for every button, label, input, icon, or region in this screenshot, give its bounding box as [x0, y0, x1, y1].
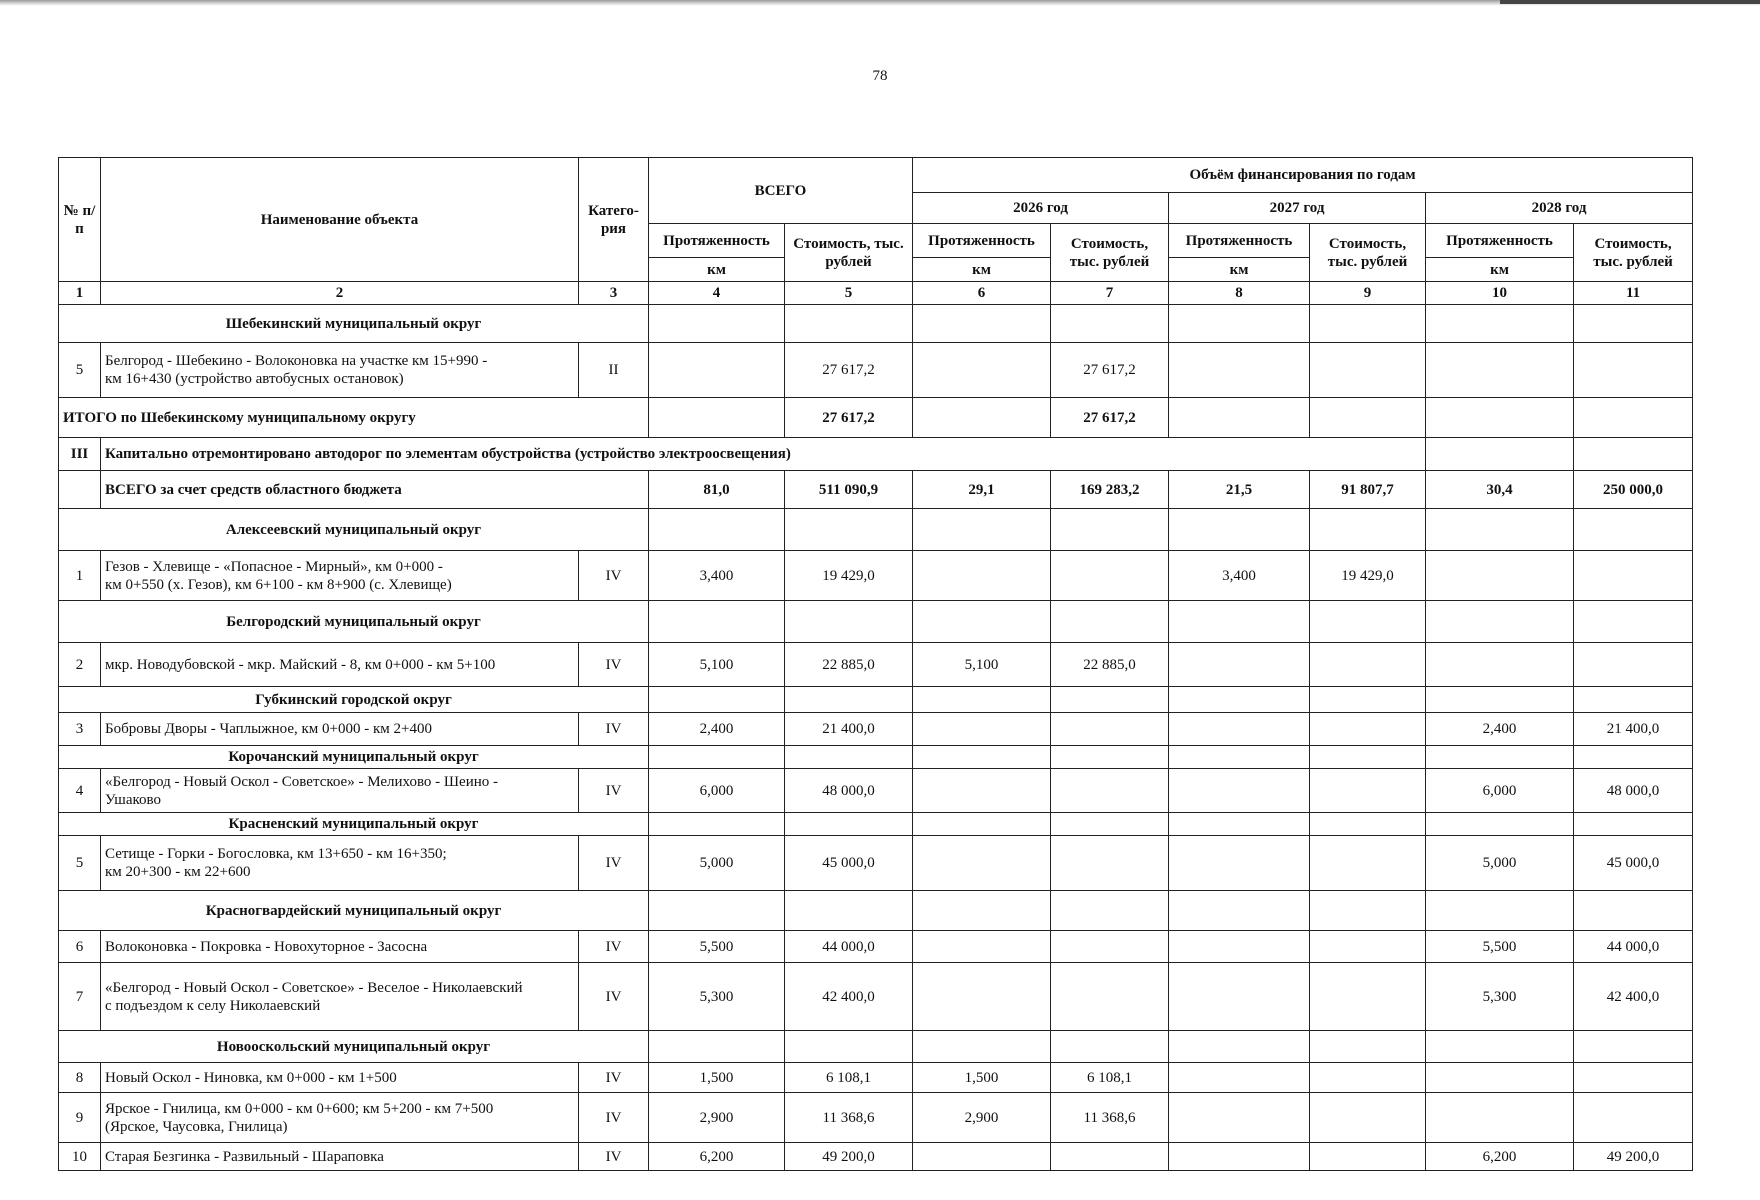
cost-2026: 6 108,1	[1051, 1063, 1169, 1093]
total-length: 2,900	[649, 1093, 785, 1143]
total-cost: 511 090,9	[785, 471, 913, 509]
length-2028: 5,500	[1426, 931, 1574, 963]
length-2026: 1,500	[913, 1063, 1051, 1093]
total-length: 6,000	[649, 769, 785, 813]
object-name: Волоконовка - Покровка - Новохуторное - Засосна	[101, 931, 579, 963]
table-row	[59, 1093, 1693, 1143]
category: IV	[579, 643, 649, 687]
table-row	[59, 1063, 1693, 1093]
part-title: Капитально отремонтировано автодорог по элементам обустройства (устройство электроосвещения)	[101, 438, 1426, 471]
table-row	[59, 836, 1693, 891]
row-number: 1	[59, 551, 101, 601]
length-2026: 2,900	[913, 1093, 1051, 1143]
table-row	[59, 769, 1693, 813]
object-name-line: Сетище - Горки - Богословка, км 13+650 - км 16+350;	[105, 846, 447, 862]
object-name-line: км 0+550 (х. Гезов), км 6+100 - км 8+900 (с. Хлевище)	[105, 576, 452, 593]
total-cost: 44 000,0	[785, 931, 913, 963]
column-number-row	[59, 282, 1693, 305]
total-cost: 48 000,0	[785, 769, 913, 813]
part-number: III	[59, 438, 101, 471]
header-length-total: Протяженность	[649, 224, 785, 258]
object-name-line: (Ярское, Чаусовка, Гнилица)	[105, 1118, 288, 1135]
header-year-2027: 2027 год	[1169, 193, 1426, 224]
section-title: Корочанский муниципальный округ	[59, 746, 649, 769]
col-number: 10	[1426, 282, 1574, 305]
object-name	[101, 836, 579, 891]
total-length: 5,300	[649, 963, 785, 1031]
section-title: Новооскольский муниципальный округ	[59, 1031, 649, 1063]
category: IV	[579, 1143, 649, 1171]
length-2028: 6,200	[1426, 1143, 1574, 1171]
total-cost: 45 000,0	[785, 836, 913, 891]
section-row	[59, 601, 1693, 643]
object-name	[101, 343, 579, 398]
col-number: 11	[1574, 282, 1693, 305]
category: IV	[579, 931, 649, 963]
section-row	[59, 509, 1693, 551]
row-number: 8	[59, 1063, 101, 1093]
header-length-2026: Протяженность	[913, 224, 1051, 258]
header-cost-2028: Стоимость, тыс. рублей	[1574, 224, 1693, 282]
object-name-line: км 16+430 (устройство автобусных остановок)	[105, 371, 404, 387]
subtotal-cost-2026: 27 617,2	[1051, 398, 1169, 438]
header-group-funding: Объём финансирования по годам	[913, 158, 1693, 193]
regional-total-label: ВСЕГО за счет средств областного бюджета	[101, 471, 649, 509]
cost-2026: 22 885,0	[1051, 643, 1169, 687]
section-title: Губкинский городской округ	[59, 687, 649, 713]
header-cost-2027: Стоимость, тыс. рублей	[1310, 224, 1426, 282]
page-number: 78	[872, 68, 888, 84]
row-number: 9	[59, 1093, 101, 1143]
object-name	[101, 963, 579, 1031]
col-number: 7	[1051, 282, 1169, 305]
header-unit-total: км	[649, 258, 785, 282]
table-row	[59, 931, 1693, 963]
section-title: Красногвардейский муниципальный округ	[59, 891, 649, 931]
table-row	[59, 1143, 1693, 1171]
header-cost-total: Стоимость, тыс. рублей	[785, 224, 913, 282]
object-name	[101, 551, 579, 601]
row-number: 4	[59, 769, 101, 813]
header-unit-2028: км	[1426, 258, 1574, 282]
total-length: 5,000	[649, 836, 785, 891]
header-unit-2027: км	[1169, 258, 1310, 282]
total-length: 81,0	[649, 471, 785, 509]
header-col-no: № п/п	[59, 158, 101, 282]
total-length: 5,100	[649, 643, 785, 687]
length-2027: 3,400	[1169, 551, 1310, 601]
header-year-2026: 2026 год	[913, 193, 1169, 224]
header-unit-2026: км	[913, 258, 1051, 282]
object-name: Новый Оскол - Ниновка, км 0+000 - км 1+500	[101, 1063, 579, 1093]
length-2026: 5,100	[913, 643, 1051, 687]
cost-2026: 169 283,2	[1051, 471, 1169, 509]
cost-2028: 42 400,0	[1574, 963, 1693, 1031]
table-row	[59, 343, 1693, 398]
col-number: 1	[59, 282, 101, 305]
object-name-line: Ярское - Гнилица, км 0+000 - км 0+600; км 5+200 - км 7+500	[105, 1100, 494, 1117]
length-2028: 5,300	[1426, 963, 1574, 1031]
header-row-1	[59, 158, 1693, 193]
table-row	[59, 551, 1693, 601]
col-number: 4	[649, 282, 785, 305]
category: IV	[579, 1093, 649, 1143]
header-col-category: Катего-рия	[579, 158, 649, 282]
object-name	[101, 1093, 579, 1143]
total-length: 5,500	[649, 931, 785, 963]
header-year-2028: 2028 год	[1426, 193, 1693, 224]
section-title: Красненский муниципальный округ	[59, 813, 649, 836]
total-cost: 11 368,6	[785, 1093, 913, 1143]
row-number: 10	[59, 1143, 101, 1171]
scan-top-edge-dark	[1500, 0, 1760, 4]
row-number: 7	[59, 963, 101, 1031]
category: IV	[579, 1063, 649, 1093]
header-length-2027: Протяженность	[1169, 224, 1310, 258]
regional-total-row	[59, 471, 1693, 509]
total-length: 1,500	[649, 1063, 785, 1093]
cost-2026: 11 368,6	[1051, 1093, 1169, 1143]
total-cost: 6 108,1	[785, 1063, 913, 1093]
length-2027: 21,5	[1169, 471, 1310, 509]
category: IV	[579, 836, 649, 891]
total-cost: 49 200,0	[785, 1143, 913, 1171]
subtotal-label: ИТОГО по Шебекинскому муниципальному округу	[59, 398, 649, 438]
object-name	[101, 769, 579, 813]
section-row	[59, 1031, 1693, 1063]
cost-2026: 27 617,2	[1051, 343, 1169, 398]
table-row	[59, 713, 1693, 746]
object-name-line: Ушаково	[105, 791, 162, 808]
col-number: 6	[913, 282, 1051, 305]
object-name-line: «Белгород - Новый Оскол - Советское» - Веселое - Николаевский	[105, 979, 523, 996]
table-row	[59, 963, 1693, 1031]
cost-2028: 21 400,0	[1574, 713, 1693, 746]
cost-2028: 250 000,0	[1574, 471, 1693, 509]
object-name: Старая Безгинка - Развильный - Шараповка	[101, 1143, 579, 1171]
row-number: 5	[59, 343, 101, 398]
length-2026: 29,1	[913, 471, 1051, 509]
total-length: 3,400	[649, 551, 785, 601]
cost-2027: 19 429,0	[1310, 551, 1426, 601]
length-2028: 6,000	[1426, 769, 1574, 813]
section-row	[59, 687, 1693, 713]
col-number: 5	[785, 282, 913, 305]
category: IV	[579, 551, 649, 601]
col-number: 2	[101, 282, 579, 305]
object-name-line: Гезов - Хлевище - «Попасное - Мирный», км 0+000 -	[105, 558, 443, 575]
section-row	[59, 746, 1693, 769]
cost-2027: 91 807,7	[1310, 471, 1426, 509]
category: IV	[579, 963, 649, 1031]
cost-2028: 48 000,0	[1574, 769, 1693, 813]
section-row	[59, 813, 1693, 836]
col-number: 9	[1310, 282, 1426, 305]
col-number: 8	[1169, 282, 1310, 305]
subtotal-total-cost: 27 617,2	[785, 398, 913, 438]
row-number: 3	[59, 713, 101, 746]
cost-2028: 49 200,0	[1574, 1143, 1693, 1171]
category: II	[579, 343, 649, 398]
object-name: мкр. Новодубовской - мкр. Майский - 8, км 0+000 - км 5+100	[101, 643, 579, 687]
total-cost: 27 617,2	[785, 343, 913, 398]
total-cost: 21 400,0	[785, 713, 913, 746]
cost-2028: 44 000,0	[1574, 931, 1693, 963]
total-cost: 22 885,0	[785, 643, 913, 687]
object-name-line: Белгород - Шебекино - Волоконовка на участке км 15+990 -	[105, 353, 488, 369]
length-2028: 2,400	[1426, 713, 1574, 746]
funding-table	[58, 157, 1693, 1171]
header-length-2028: Протяженность	[1426, 224, 1574, 258]
header-cost-2026: Стоимость, тыс. рублей	[1051, 224, 1169, 282]
header-col-name: Наименование объекта	[101, 158, 579, 282]
row-number: 6	[59, 931, 101, 963]
scan-top-edge	[0, 0, 1760, 6]
length-2028: 30,4	[1426, 471, 1574, 509]
object-name-line: с подъездом к селу Николаевский	[105, 997, 321, 1014]
subtotal-row	[59, 398, 1693, 438]
category: IV	[579, 713, 649, 746]
total-length: 6,200	[649, 1143, 785, 1171]
object-name-line: «Белгород - Новый Оскол - Советское» - Мелихово - Шеино -	[105, 773, 499, 790]
object-name: Бобровы Дворы - Чаплыжное, км 0+000 - км 2+400	[101, 713, 579, 746]
object-name-line: км 20+300 - км 22+600	[105, 864, 251, 880]
section-title: Шебекинский муниципальный округ	[59, 305, 649, 343]
section-row	[59, 305, 1693, 343]
category: IV	[579, 769, 649, 813]
total-cost: 19 429,0	[785, 551, 913, 601]
table-row	[59, 643, 1693, 687]
total-cost: 42 400,0	[785, 963, 913, 1031]
section-title: Белгородский муниципальный округ	[59, 601, 649, 643]
row-number: 2	[59, 643, 101, 687]
cost-2028: 45 000,0	[1574, 836, 1693, 891]
header-group-total: ВСЕГО	[649, 158, 913, 224]
section-row	[59, 891, 1693, 931]
part-row	[59, 438, 1693, 471]
section-title: Алексеевский муниципальный округ	[59, 509, 649, 551]
row-number: 5	[59, 836, 101, 891]
total-length: 2,400	[649, 713, 785, 746]
col-number: 3	[579, 282, 649, 305]
length-2028: 5,000	[1426, 836, 1574, 891]
